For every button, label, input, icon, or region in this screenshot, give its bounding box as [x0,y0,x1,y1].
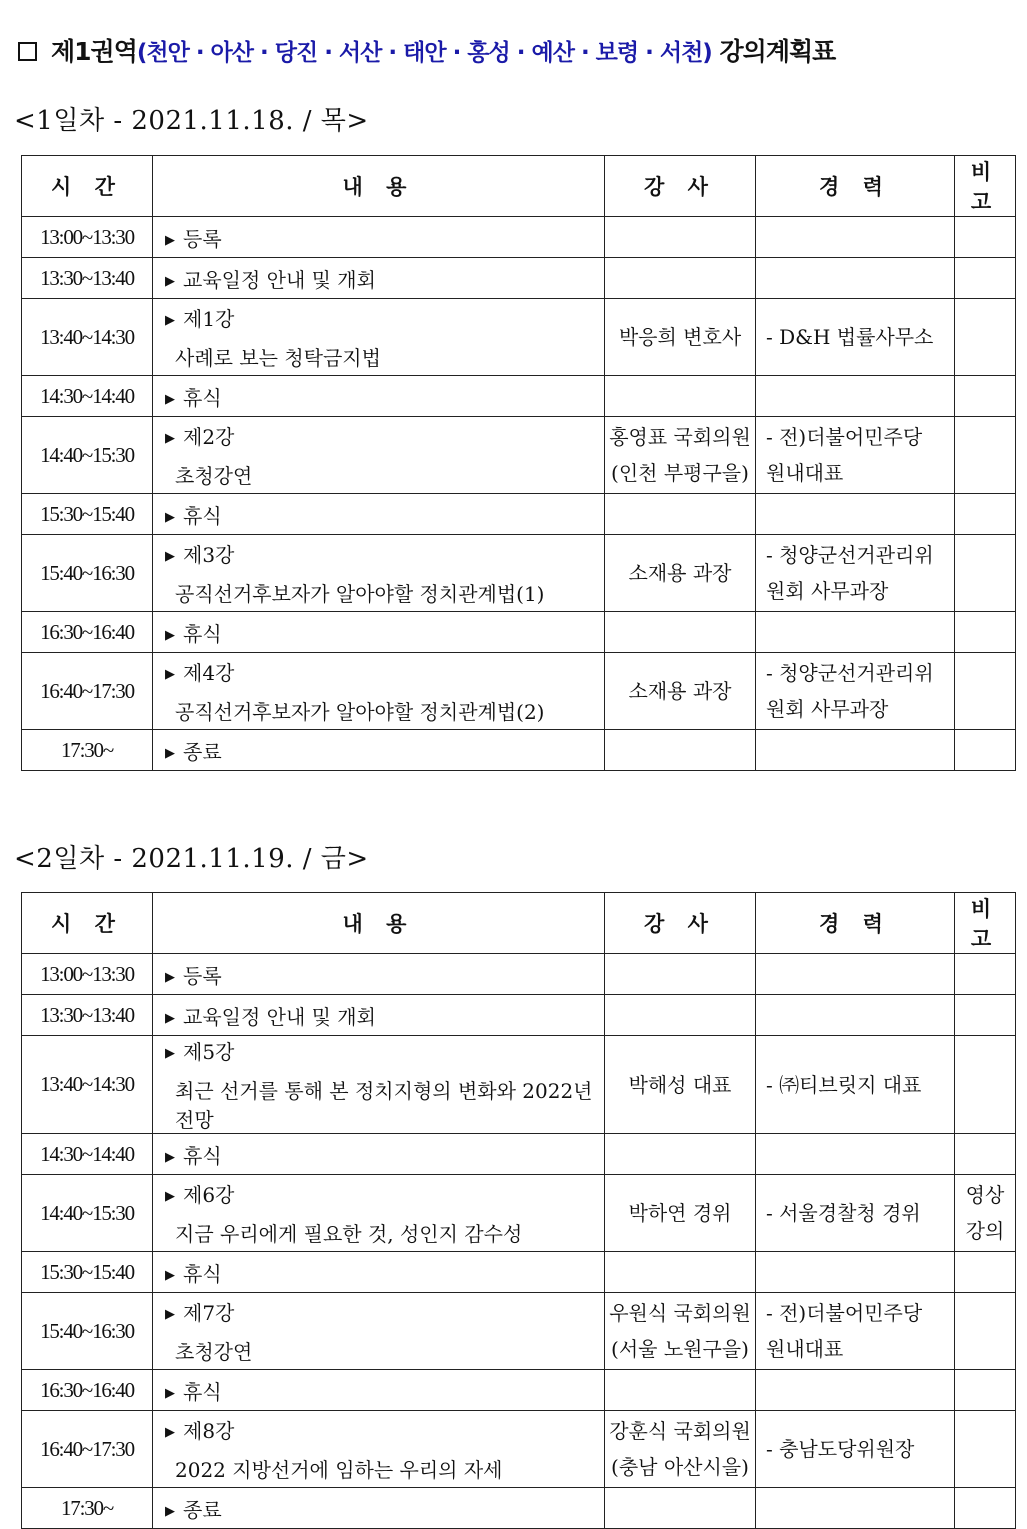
time-cell: 16:30~16:40 [22,1370,153,1411]
content-cell [153,1370,605,1411]
triangle-bullet-icon: ▶ [165,1267,175,1283]
career-line: - 청양군선거관리위 [766,661,934,685]
career-cell [756,1293,955,1370]
career-line: - 청양군선거관리위 [766,543,934,567]
note-cell [955,1134,1016,1175]
content-item: 휴식 [183,621,222,646]
time-cell: 13:00~13:30 [22,217,153,258]
content-cell [153,730,605,771]
time-cell: 14:40~15:30 [22,417,153,494]
table-row [22,612,1016,653]
triangle-bullet-icon: ▶ [165,431,175,446]
note-cell [955,1370,1016,1411]
career-line: 원회 사무과장 [766,697,889,721]
content-subtitle: 지금 우리에게 필요한 것, 성인지 감수성 [175,1222,523,1246]
content-cell [153,954,605,995]
note-cell [955,1293,1016,1370]
career-cell [756,417,955,494]
header-instructor: 강 사 [605,156,756,217]
content-item: 등록 [183,963,222,988]
triangle-bullet-icon: ▶ [165,313,175,328]
triangle-bullet-icon: ▶ [165,1385,175,1401]
instructor-cell [605,417,756,494]
instructor-line: 소재용 과장 [628,561,732,585]
instructor-cell [605,1175,756,1252]
header-content: 내 용 [153,893,605,954]
content-subtitle: 초청강연 [175,464,253,488]
career-cell [756,258,955,299]
content-cell [153,1036,605,1134]
table-row [22,1134,1016,1175]
content-cell [153,1293,605,1370]
instructor-cell [605,995,756,1036]
instructor-line: (서울 노원구을) [611,1337,749,1361]
note-cell [955,1252,1016,1293]
instructor-cell [605,1488,756,1529]
time-cell: 15:30~15:40 [22,1252,153,1293]
note-cell [955,653,1016,730]
instructor-line: 박응희 변호사 [618,325,742,349]
header-career: 경 력 [756,893,955,954]
instructor-cell [605,376,756,417]
instructor-line: 박해성 대표 [628,1072,732,1097]
table-row [22,1488,1016,1529]
career-cell [756,995,955,1036]
header-instructor: 강 사 [605,893,756,954]
career-line: - 충남도당위원장 [766,1437,915,1461]
triangle-bullet-icon: ▶ [165,509,175,525]
career-cell [756,376,955,417]
table-row [22,1411,1016,1488]
instructor-cell [605,217,756,258]
table-row [22,1175,1016,1252]
note-cell [955,612,1016,653]
content-item: 휴식 [183,1261,222,1286]
table-row [22,653,1016,730]
note-cell [955,417,1016,494]
content-subtitle: 공직선거후보자가 알아야할 정치관계법(1) [175,582,545,606]
time-cell: 15:40~16:30 [22,535,153,612]
content-item: 교육일정 안내 및 개회 [183,267,376,292]
content-subtitle: 공직선거후보자가 알아야할 정치관계법(2) [175,700,545,724]
triangle-bullet-icon: ▶ [165,391,175,407]
instructor-cell [605,653,756,730]
note-cell [955,299,1016,376]
note-cell [955,258,1016,299]
content-item: 휴식 [183,1143,222,1168]
time-cell: 13:30~13:40 [22,258,153,299]
instructor-cell [605,1252,756,1293]
time-cell: 16:40~17:30 [22,1411,153,1488]
instructor-cell [605,1411,756,1488]
content-item: 제6강 [183,1183,235,1207]
table-row [22,954,1016,995]
table-row [22,1293,1016,1370]
career-cell [756,1488,955,1529]
time-cell: 15:30~15:40 [22,494,153,535]
career-cell [756,1175,955,1252]
content-cell [153,417,605,494]
instructor-cell [605,730,756,771]
time-cell: 13:40~14:30 [22,1036,153,1134]
instructor-cell [605,494,756,535]
content-item: 제4강 [183,661,235,685]
triangle-bullet-icon: ▶ [165,1189,175,1204]
heading-prefix: 제1권역 [51,37,137,66]
career-cell [756,494,955,535]
time-cell: 15:40~16:30 [22,1293,153,1370]
table-row [22,217,1016,258]
header-time: 시 간 [22,156,153,217]
content-cell [153,535,605,612]
instructor-cell [605,535,756,612]
content-item: 제3강 [183,543,235,567]
career-cell [756,1370,955,1411]
note-cell [955,535,1016,612]
table-row [22,258,1016,299]
instructor-line: (인천 부평구을) [611,461,749,485]
table-row [22,1036,1016,1134]
table-row [22,995,1016,1036]
career-cell [756,1036,955,1134]
instructor-line: 우원식 국회의원 [609,1301,751,1325]
content-cell [153,258,605,299]
heading-suffix: 강의계획표 [711,37,836,66]
note-cell [955,954,1016,995]
triangle-bullet-icon: ▶ [165,1503,175,1519]
content-item: 휴식 [183,1379,222,1404]
page-heading [18,30,835,74]
note-cell [955,1036,1016,1134]
career-cell [756,1252,955,1293]
time-cell: 17:30~ [22,1488,153,1529]
note-line: 강의 [965,1219,1005,1243]
instructor-cell [605,299,756,376]
content-cell [153,1175,605,1252]
career-line: - 전)더불어민주당 [766,425,923,449]
note-cell [955,217,1016,258]
table-row [22,299,1016,376]
header-row [22,156,1016,217]
content-cell [153,1411,605,1488]
instructor-cell [605,1036,756,1134]
career-cell [756,1411,955,1488]
triangle-bullet-icon: ▶ [165,1425,175,1440]
content-item: 제5강 [183,1040,235,1064]
triangle-bullet-icon: ▶ [165,549,175,564]
content-item: 종료 [183,1497,222,1522]
note-cell [955,1411,1016,1488]
content-item: 제2강 [183,425,235,449]
instructor-line: 홍영표 국회의원 [609,425,751,449]
day2-title: <2일차 - 2021.11.19. / 금> [14,844,369,874]
note-line: 영상 [965,1183,1005,1207]
day1-title: <1일차 - 2021.11.18. / 목> [14,106,369,136]
instructor-line: 강훈식 국회의원 [609,1419,751,1443]
triangle-bullet-icon: ▶ [165,1010,175,1026]
content-cell [153,376,605,417]
content-item: 제1강 [183,307,235,331]
career-cell [756,653,955,730]
triangle-bullet-icon: ▶ [165,667,175,682]
day1-schedule-table [21,155,1016,771]
career-cell [756,299,955,376]
career-cell [756,612,955,653]
note-cell [955,494,1016,535]
note-cell [955,730,1016,771]
triangle-bullet-icon: ▶ [165,1149,175,1165]
heading-regions: (천안 · 아산 · 당진 · 서산 · 태안 · 홍성 · 예산 · 보령 · 서천) [136,40,712,66]
header-note: 비 고 [955,893,1016,954]
note-cell [955,995,1016,1036]
content-cell [153,1134,605,1175]
career-line: - 서울경찰청 경위 [766,1201,921,1225]
content-item: 제8강 [183,1419,235,1443]
career-cell [756,535,955,612]
time-cell: 14:30~14:40 [22,1134,153,1175]
time-cell: 13:30~13:40 [22,995,153,1036]
table-row [22,494,1016,535]
time-cell: 13:00~13:30 [22,954,153,995]
triangle-bullet-icon: ▶ [165,273,175,289]
time-cell: 14:40~15:30 [22,1175,153,1252]
checkbox-square-icon [18,42,37,61]
career-line: 원내대표 [766,461,844,485]
triangle-bullet-icon: ▶ [165,1307,175,1322]
instructor-cell [605,954,756,995]
content-cell [153,995,605,1036]
day2-schedule-table [21,892,1016,1529]
content-cell [153,612,605,653]
triangle-bullet-icon: ▶ [165,969,175,985]
content-cell [153,494,605,535]
career-line: 원회 사무과장 [766,579,889,603]
instructor-cell [605,258,756,299]
career-cell [756,217,955,258]
content-item: 등록 [183,226,222,251]
content-item: 휴식 [183,385,222,410]
table-row [22,730,1016,771]
triangle-bullet-icon: ▶ [165,627,175,643]
content-cell [153,653,605,730]
content-item: 휴식 [183,503,222,528]
career-cell [756,954,955,995]
content-cell [153,299,605,376]
triangle-bullet-icon: ▶ [165,745,175,761]
table-row [22,376,1016,417]
triangle-bullet-icon: ▶ [165,1046,175,1061]
career-cell [756,1134,955,1175]
table-row [22,1370,1016,1411]
instructor-line: 소재용 과장 [628,679,732,703]
content-cell [153,1488,605,1529]
content-item: 교육일정 안내 및 개회 [183,1004,376,1029]
career-line: - ㈜티브릿지 대표 [766,1072,922,1097]
note-cell [955,1175,1016,1252]
instructor-line: 박하연 경위 [628,1201,732,1225]
instructor-cell [605,612,756,653]
content-cell [153,217,605,258]
header-row [22,893,1016,954]
time-cell: 14:30~14:40 [22,376,153,417]
career-cell [756,730,955,771]
instructor-line: (충남 아산시을) [611,1455,749,1479]
header-time: 시 간 [22,893,153,954]
header-career: 경 력 [756,156,955,217]
table-row [22,535,1016,612]
triangle-bullet-icon: ▶ [165,232,175,248]
header-content: 내 용 [153,156,605,217]
career-line: - 전)더불어민주당 [766,1301,923,1325]
time-cell: 13:40~14:30 [22,299,153,376]
header-note: 비 고 [955,156,1016,217]
content-subtitle: 2022 지방선거에 임하는 우리의 자세 [175,1458,503,1482]
table-row [22,1252,1016,1293]
time-cell: 16:30~16:40 [22,612,153,653]
career-line: - D&H 법률사무소 [766,325,934,349]
instructor-cell [605,1370,756,1411]
time-cell: 17:30~ [22,730,153,771]
content-cell [153,1252,605,1293]
note-cell [955,1488,1016,1529]
table-row [22,417,1016,494]
instructor-cell [605,1293,756,1370]
content-item: 종료 [183,739,222,764]
content-subtitle: 초청강연 [175,1340,253,1364]
career-line: 원내대표 [766,1337,844,1361]
content-item: 제7강 [183,1301,235,1325]
content-subtitle: 사례로 보는 청탁금지법 [175,346,381,370]
note-cell [955,376,1016,417]
time-cell: 16:40~17:30 [22,653,153,730]
content-subtitle: 최근 선거를 통해 본 정치지형의 변화와 2022년 전망 [175,1079,593,1132]
instructor-cell [605,1134,756,1175]
